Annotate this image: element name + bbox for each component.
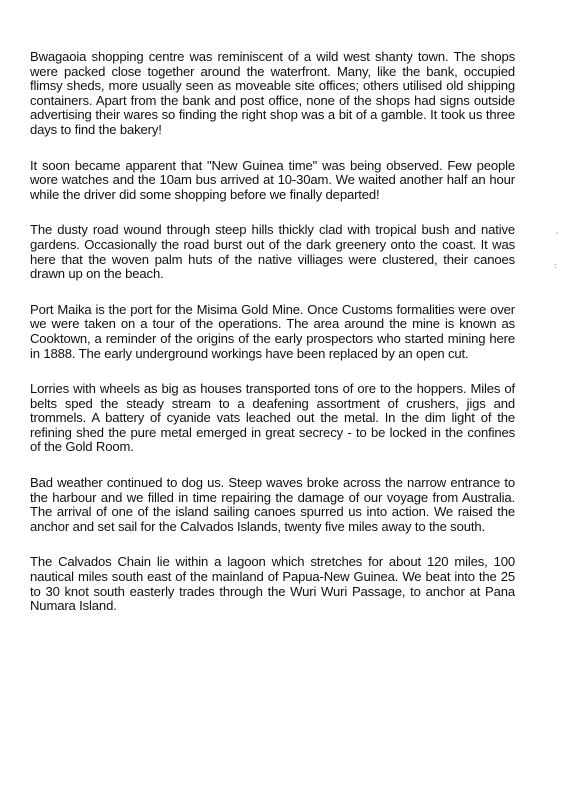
- paragraph-calvados-chain: The Calvados Chain lie within a lagoon which stretches for about 120 miles, 100 nautical miles south east of the mainland of Papua-New Guinea. We beat into the 25 to 30 knot south easterly trades through the Wuri Wuri Passage, to anchor at Pana Numara Island.: [30, 554, 515, 614]
- paragraph-bad-weather: Bad weather continued to dog us. Steep waves broke across the narrow entrance to the harbour and we filled in time repairing the damage of our voyage from Australia. The arrival of one of the island sailing canoes spurred us into action. We raised the anchor and set sail for the Calvados Islands, twenty five miles away to the south.: [30, 475, 515, 534]
- paragraph-dusty-road: The dusty road wound through steep hills thickly clad with tropical bush and native gardens. Occasionally the road burst out of the dark greenery onto the coast. It was here that the woven palm huts of the native villiages were clustered, their canoes drawn up on the beach.: [30, 222, 515, 282]
- margin-speck-bottom: :: [554, 261, 557, 270]
- paragraph-lorries: Lorries with wheels as big as houses transported tons of ore to the hoppers. Miles of belts sped the steady stream to a deafening assortment of crushers, jigs and trommels. A battery of cyanide vats leached out the metal. In the dim light of the refining shed the pure metal emerged in great secrecy - to be locked in the confines of the Gold Room.: [30, 381, 515, 455]
- paragraph-port-maika: Port Maika is the port for the Misima Gold Mine. Once Customs formalities were over we were taken on a tour of the operations. The area around the mine is known as Cooktown, a reminder of the origins of the early prospectors who started mining here in 1888. The early underground workings have been replaced by an open cut.: [30, 301, 515, 361]
- document-page: [30, 50, 515, 635]
- paragraph-bwagaoia-shopping: Bwagaoia shopping centre was reminiscent of a wild west shanty town. The shops were packed close together around the waterfront. Many, like the bank, occupied flimsy sheds, more usually seen as moveable site offices; others utilised old shipping containers. Apart from the bank and post office, none of the shops had signs outside advertising their wares so finding the right shop was a bit of a gamble. It took us three days to find the bakery!: [30, 49, 515, 137]
- margin-speck-top: ': [556, 231, 559, 240]
- paragraph-new-guinea-time: It soon became apparent that "New Guinea time" was being observed. Few people wore watches and the 10am bus arrived at 10-30am. We waited another half an hour while the driver did some shopping before we finally departed!: [30, 157, 515, 202]
